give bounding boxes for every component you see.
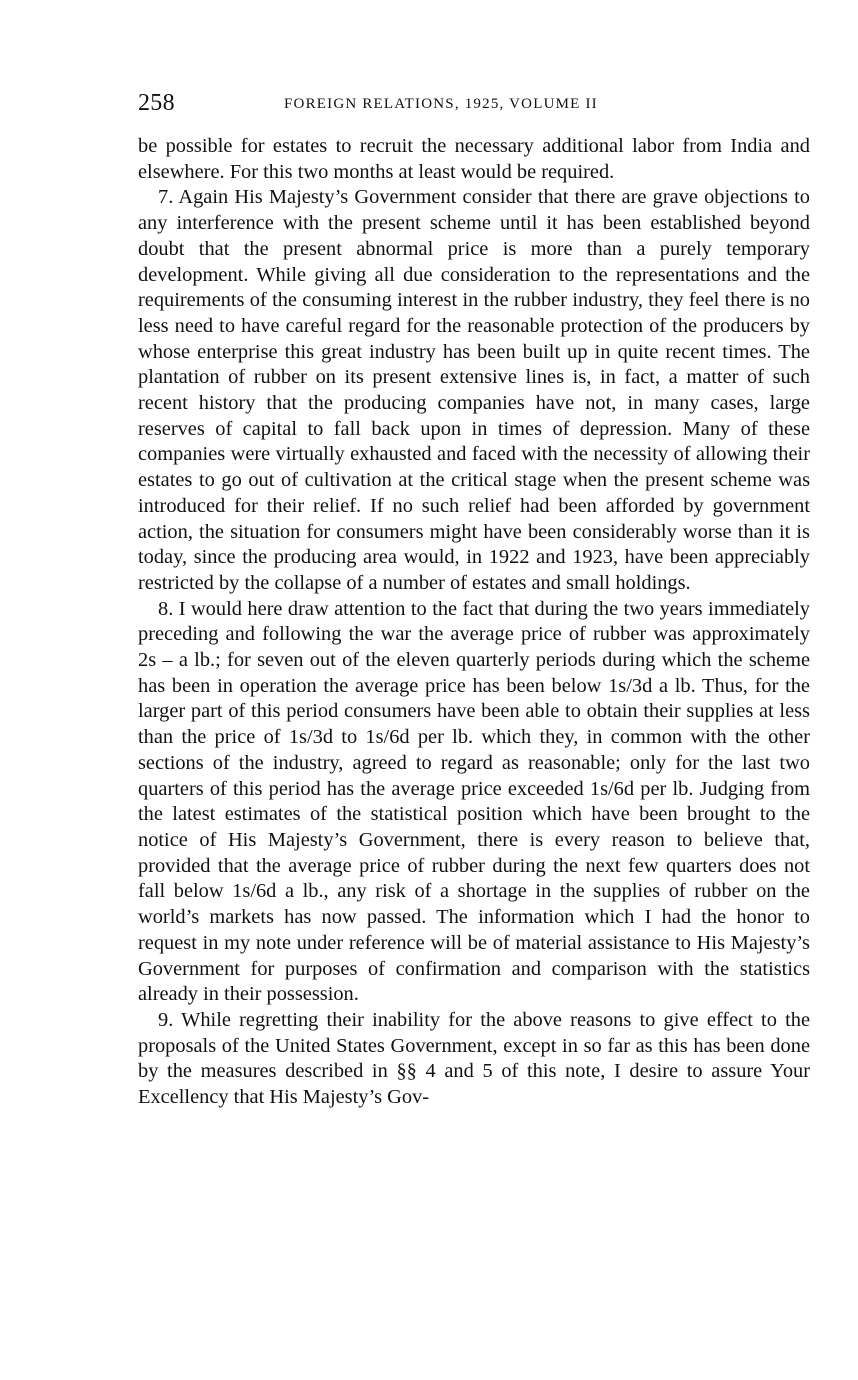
page-header — [138, 88, 810, 122]
paragraph-7: 7. Again His Majesty’s Government consider that there are grave objections to any interference with the present scheme until it has been established beyond doubt that the present abnormal price is more than a purely temporary development. While giving all due consideration to the representations and the requirements of the consuming interest in the rubber industry, they feel there is no less need to have careful regard for the reasonable protection of the producers by whose enterprise this great industry has been built up in quite recent times. The plantation of rubber on its present extensive lines is, in fact, a matter of such recent history that the producing companies have not, in many cases, large reserves of capital to fall back upon in times of depression. Many of these companies were virtually exhausted and faced with the necessity of allowing their estates to go out of cultivation at the critical stage when the present scheme was introduced for their relief. If no such relief had been afforded by government action, the situation for consumers might have been considerably worse than it is today, since the producing area would, in 1922 and 1923, have been appreciably restricted by the collapse of a number of estates and small holdings. — [138, 186, 810, 594]
running-title: FOREIGN RELATIONS, 1925, VOLUME II — [284, 96, 598, 112]
paragraph-continuation: be possible for estates to recruit the necessary additional labor from India and elsewhere. For this two months at least would be required. — [138, 135, 810, 183]
page-number: 258 — [138, 90, 175, 116]
paragraph-8: 8. I would here draw attention to the fact that during the two years immediately preceding and following the war the average price of rubber was approximately 2s – a lb.; for seven out of the eleven quarterly periods during which the scheme has been in operation the average price has been below 1s/3d a lb. Thus, for the larger part of this period consumers have been able to obtain their supplies at less than the price of 1s/3d to 1s/6d per lb. which they, in common with the other sections of the industry, agreed to regard as reasonable; only for the last two quarters of this period has the average price exceeded 1s/6d per lb. Judging from the latest estimates of the statistical position which have been brought to the notice of His Majesty’s Government, there is every reason to believe that, provided that the average price of rubber during the next few quarters does not fall below 1s/6d a lb., any risk of a shortage in the supplies of rubber on the world’s markets has now passed. The information which I had the honor to request in my note under reference will be of material assistance to His Majesty’s Government for purposes of confirmation and comparison with the statistics already in their possession. — [138, 597, 810, 1006]
body-text — [138, 134, 810, 1111]
paragraph-9: 9. While regretting their inability for the above reasons to give effect to the proposals of the United States Government, except in so far as this has been done by the measures described in §§ 4 and 5 of this note, I desire to assure Your Excellency that His Majesty’s Gov- — [138, 1008, 810, 1109]
